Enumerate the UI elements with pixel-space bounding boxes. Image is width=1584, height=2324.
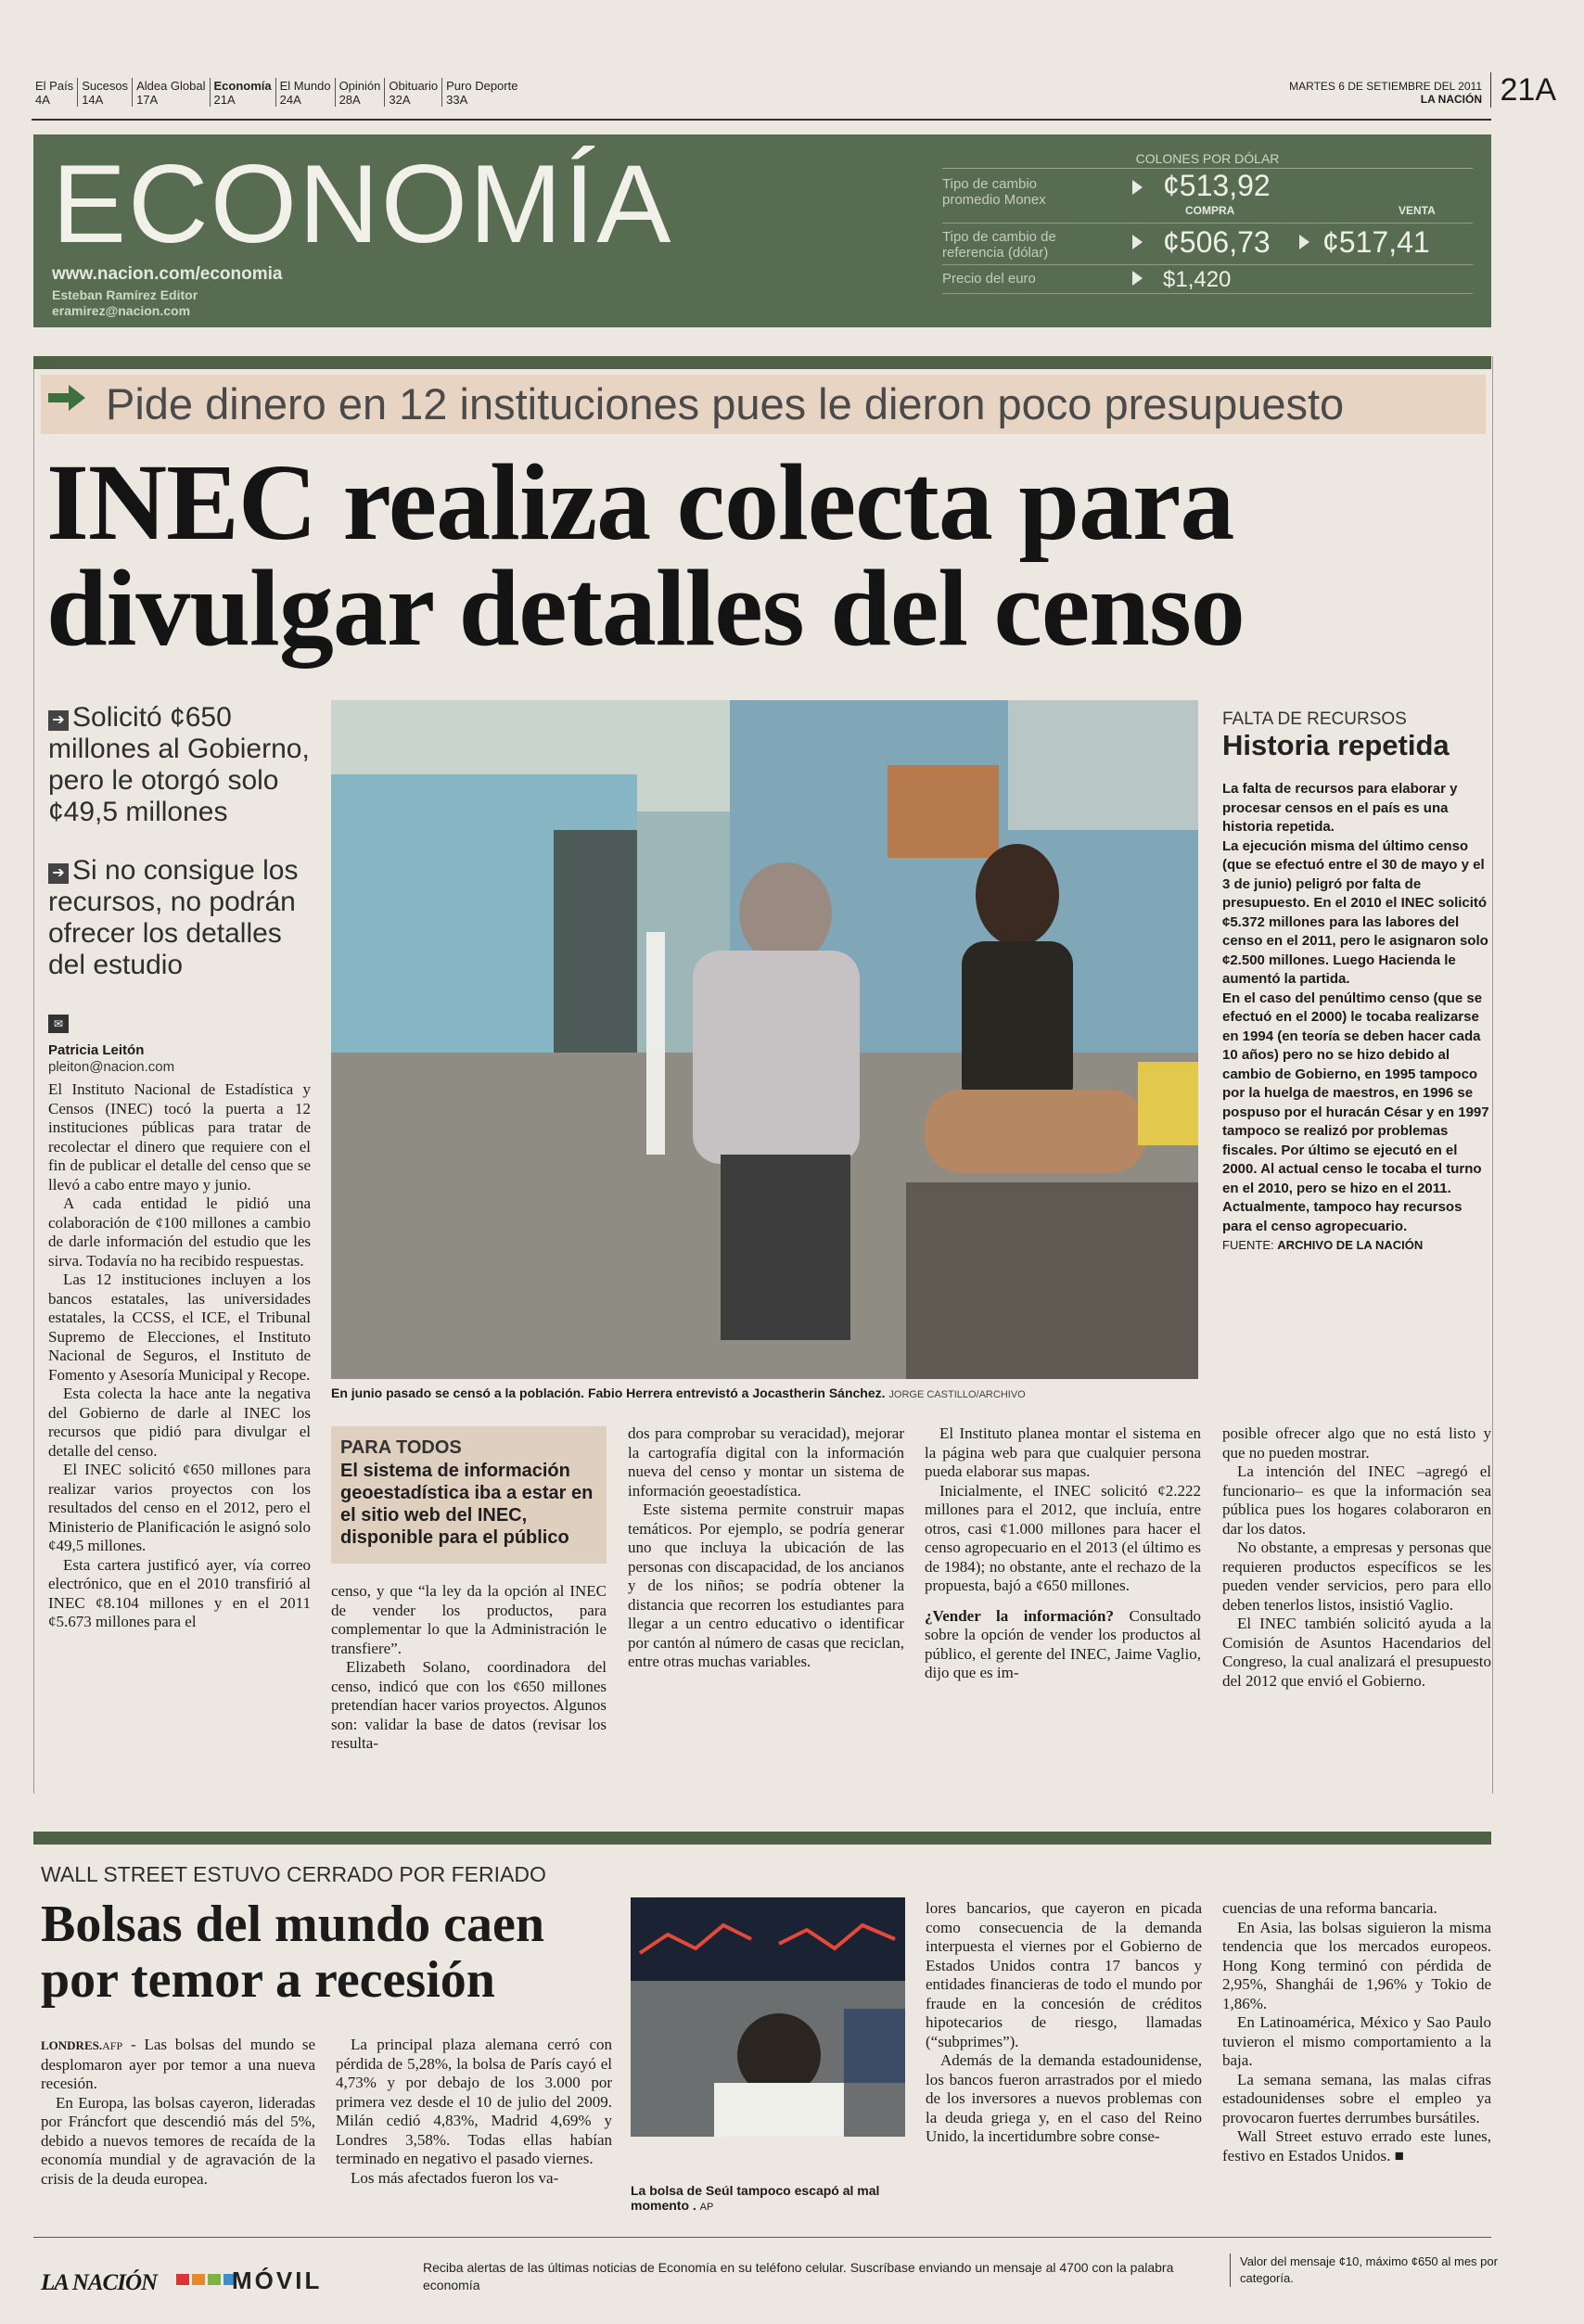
sidebar-title: Historia repetida — [1222, 729, 1450, 761]
section-link-opinion[interactable]: Opinión 28A — [335, 78, 385, 107]
monex-row — [942, 169, 1473, 223]
section-link-puro-deporte[interactable]: Puro Deporte 33A — [441, 78, 521, 107]
sidebar-paragraph: La falta de recursos para elaborar y procesar censos en el país es una historia repetida. — [1222, 781, 1458, 835]
paragraph: censo, y que “la ley da la opción al INEC de vender los productos, para complementar lo que la Administración le transfiere”. — [331, 1582, 607, 1657]
arrow-box-icon: ➔ — [48, 863, 69, 884]
story-column-2 — [331, 1582, 607, 1754]
headline-line-1: INEC realiza colecta para — [46, 441, 1234, 563]
paragraph: El Instituto planea montar el sistema en la página web para que cualquier persona pueda elaborar sus mapas. — [925, 1424, 1201, 1480]
paragraph: cuencias de una reforma bancaria. — [1222, 1899, 1437, 1917]
kicker-text: Pide dinero en 12 instituciones pues le dieron poco presupuesto — [106, 379, 1345, 428]
paragraph: Además de la demanda estadounidense, los bancos fueron arrastrados por el miedo de los inversores a nuevos problemas con la deuda griega y, en el caso del Reino Unido, la incertidumbre sobre conse- — [926, 2051, 1202, 2145]
paragraph: Las 12 instituciones incluyen a los bancos estatales, las universidades estatales, la CCSS, el ICE, el Tribunal Supremo de Elecciones, el Instituto Nacional de Seguros, el Instituto de Fomento y Asesoría Municipal y Recope. — [48, 1271, 311, 1384]
story-column-5 — [1222, 1424, 1491, 1691]
date-text: MARTES 6 DE SETIEMBRE DEL 2011 — [1289, 80, 1482, 93]
section-link-el-pais[interactable]: El País 4A — [35, 79, 74, 107]
seoul-photo-illustration — [631, 1897, 905, 2137]
section-link-economia[interactable]: Economía 21A — [210, 78, 275, 107]
footer-brand: LA NACIÓN — [41, 2270, 158, 2295]
source-label: FUENTE: — [1222, 1238, 1274, 1252]
pull-quote-box — [331, 1426, 607, 1564]
end-mark-icon: ■ — [1394, 2146, 1404, 2164]
paragraph: El Instituto Nacional de Estadística y Censos (INEC) tocó la puerta a 12 instituciones públicas para tratar de recolectar el dinero que requiere con el fin de publicar el detalle del censo que se llevó a cabo entre mayo y junio. — [48, 1080, 311, 1194]
reference-venta: ¢517,41 — [1322, 225, 1430, 259]
agency: AFP — [102, 2039, 123, 2052]
subhead-text: Consultado sobre la opción de vender los productos al público, el gerente del INEC, Jaime Vaglio, dijo que es im- — [925, 1606, 1201, 1681]
editor-info — [52, 287, 198, 319]
paragraph: En Asia, las bolsas siguieron la misma tendencia que los mercados europeos. Hong Kong terminó con pérdida de 2,95%, Shanghái de 1,96% y Tokio de 1,86%. — [1222, 1918, 1491, 2012]
section-link-sucesos[interactable]: Sucesos 14A — [77, 78, 132, 107]
deck-1 — [48, 702, 317, 828]
photo-credit: AP — [699, 2202, 714, 2213]
pull-text: El sistema de información geoestadística iba a estar en el sitio web del INEC, disponible para el público — [340, 1461, 594, 1548]
sidebar-historia — [1222, 700, 1491, 1252]
story-column-3 — [628, 1424, 904, 1672]
euro-label: Precio del euro — [942, 271, 1036, 287]
compra-label: COMPRA — [1185, 204, 1235, 217]
monex-label: Tipo de cambio promedio Monex — [942, 176, 1046, 208]
venta-label: VENTA — [1399, 204, 1436, 217]
section-url[interactable]: www.nacion.com/economia — [52, 264, 283, 284]
dateline: LONDRES. — [41, 2038, 103, 2052]
caption-text: En junio pasado se censó a la población. Fabio Herrera entrevistó a Jocastherin Sánchez. — [331, 1385, 886, 1400]
paragraph: Esta cartera justificó ayer, vía correo electrónico, que en el 2010 transfirió al INEC ¢8.104 millones y en el 2011 ¢5.673 millones para el — [48, 1555, 311, 1630]
euro-value: $1,420 — [1163, 267, 1232, 292]
story-column-4 — [925, 1424, 1201, 1683]
footer-price: Valor del mensaje ¢10, máximo ¢650 al mes por categoría. — [1230, 2254, 1500, 2287]
photo-credit: JORGE CASTILLO/ARCHIVO — [888, 1389, 1026, 1400]
story2-column-4 — [1222, 1899, 1491, 2165]
reference-label: Tipo de cambio de referencia (dólar) — [942, 229, 1056, 261]
lead-text: Las bolsas del mundo se desplomaron ayer por temor a una nueva recesión. — [41, 2036, 315, 2092]
header-rule — [32, 119, 1491, 121]
deck-2 — [48, 855, 317, 981]
story2-headline: Bolsas del mundo caen por temor a recesión — [41, 1896, 544, 2009]
story2-column-3 — [926, 1899, 1202, 2147]
arrow-head-icon — [69, 385, 85, 411]
paragraph: posible ofrecer algo que no está listo y que no pueden mostrar. — [1222, 1424, 1491, 1462]
euro-row — [942, 265, 1473, 294]
page-number: 21A — [1490, 72, 1557, 108]
paragraph: La principal plaza alemana cerró con pérdida de 5,28%, la bolsa de París cayó el 4,73% y por debajo de los 3.000 por primera vez desde el 10 de julio del 2009. Milán cedió 4,83%, Madrid 4,69% y Londres 3,58%. Todas ellas habían terminado en negativo el pasado viernes. — [336, 2036, 612, 2167]
paragraph: Los más afectados fueron los va- — [351, 2168, 559, 2187]
story2-top-bar — [33, 1832, 1491, 1845]
source-text: ARCHIVO DE LA NACIÓN — [1277, 1238, 1424, 1252]
footer-rule — [33, 2237, 1491, 2238]
email-icon: ✉ — [48, 1015, 69, 1033]
movil-label: MÓVIL — [232, 2267, 323, 2294]
story-top-bar — [33, 356, 1491, 369]
headline-line-2: divulgar detalles del censo — [46, 547, 1245, 669]
subhead-paragraph — [925, 1607, 1201, 1683]
author-email[interactable]: pleiton@nacion.com — [48, 1059, 175, 1075]
rates-header: COLONES POR DÓLAR — [942, 151, 1473, 169]
seoul-caption — [631, 2183, 909, 2213]
paragraph: dos para comprobar su veracidad), mejorar la cartografía digital con la información nueva del censo y montar un sistema de información geoestadística. — [628, 1424, 904, 1500]
section-link-obituario[interactable]: Obituario 32A — [384, 78, 441, 107]
arrow-box-icon: ➔ — [48, 710, 69, 731]
paragraph — [1222, 2127, 1491, 2165]
paragraph: Este sistema permite construir mapas temáticos. Por ejemplo, se podría generar uno que incluya la ubicación de las personas con discapacidad, de los ancianos y de los niños; se podría obtener la distancia que recorren los estudiantes para llegar a un centro educativo o identificar por cantón al número de casas que reciclan, entre otras muchas variables. — [628, 1500, 904, 1670]
paragraph: En Latinoamérica, México y Sao Paulo tuvieron el mismo comportamiento a la baja. — [1222, 2013, 1491, 2069]
movil-bars-icon — [176, 2274, 236, 2285]
exchange-rates — [942, 151, 1473, 294]
arrow-right-icon — [1132, 235, 1143, 249]
editor-name: Esteban Ramírez Editor — [52, 287, 198, 302]
story-kicker — [41, 375, 1486, 434]
seoul-photo — [631, 1897, 905, 2137]
sidebar-kicker: FALTA DE RECURSOS — [1222, 709, 1407, 729]
arrow-right-icon — [1299, 235, 1309, 249]
arrow-right-icon — [1132, 180, 1143, 195]
paragraph: La intención del INEC –agregó el funcionario– es que la información sea pública pues los hogares colaboraron en dar los datos. — [1222, 1462, 1491, 1538]
story-column-1 — [48, 1080, 311, 1632]
footer-promo: Reciba alertas de las últimas noticias de Economía en su teléfono celular. Suscríbase enviando un mensaje al 4700 con la palabra economía — [423, 2260, 1174, 2292]
sidebar-paragraph: En el caso del penúltimo censo (que se efectuó en el 2000) le tocaba realizarse en 1994 (en teoría se deben hacer cada 10 años) pero no se hizo debido al cambio de Gobierno, en 1995 tampoco por la huelga de maestros, en 1996 se pospuso por el huracán César y en 1997 tampoco se realizó por problemas fiscales. Por último se ejecutó en el 2000. Al actual censo le tocaba el turno en el 2010, pero se hizo en el 2011. Actualmente, tampoco hay recursos para el censo agropecuario. — [1222, 990, 1489, 1234]
paragraph: El INEC solicitó ¢650 millones para realizar varios proyectos con los resultados del censo en el 2012, pero el Ministerio de Planificación le asignó solo ¢49,5 millones. — [48, 1461, 311, 1554]
section-link-el-mundo[interactable]: El Mundo 24A — [275, 78, 335, 107]
reference-row — [942, 223, 1473, 265]
author-name: Patricia Leitón — [48, 1042, 145, 1058]
section-banner — [33, 134, 1491, 327]
reference-compra: ¢506,73 — [1163, 225, 1271, 259]
subhead: ¿Vender la información? — [925, 1606, 1115, 1625]
paragraph: Esta colecta la hace ante la negativa del Gobierno de darle al INEC los recursos que pidió para divulgar el detalle del censo. — [48, 1385, 311, 1460]
paragraph: A cada entidad le pidió una colaboración de ¢100 millones a cambio de darle información del estudio que les sirva. Todavía no ha recibido respuestas. — [48, 1194, 311, 1270]
paragraph: No obstante, a empresas y personas que requieren productos específicos se les pueden vender servicios, pero para ello deben tenerlos listos, insistió Vaglio. — [1222, 1539, 1491, 1614]
caption-text: La bolsa de Seúl tampoco escapó al mal momento . — [631, 2183, 880, 2213]
story-headline — [46, 441, 1437, 669]
section-nav — [32, 78, 521, 107]
editor-email[interactable]: eramirez@nacion.com — [52, 303, 191, 318]
paragraph: La semana semana, las malas cifras estadounidenses sobre el empleo ya provocaron fuertes derrumbes bursátiles. — [1222, 2070, 1491, 2126]
section-link-aldea-global[interactable]: Aldea Global 17A — [132, 78, 209, 107]
deck-2-text: Si no consigue los recursos, no podrán ofrecer los detalles del estudio — [48, 855, 299, 980]
story2-column-1 — [41, 2036, 315, 2189]
sidebar-body — [1222, 780, 1491, 1236]
paragraph: LONDRES.AFP - Las bolsas del mundo se desplomaron ayer por temor a una nueva recesión. — [41, 2036, 315, 2092]
monex-value: ¢513,92 — [1163, 169, 1271, 202]
pull-kicker: PARA TODOS — [340, 1437, 462, 1458]
paragraph: El INEC también solicitó ayuda a la Comisión de Asuntos Hacendarios del Congreso, la cual analizará el presupuesto del 2012 que envió el Gobierno. — [1222, 1615, 1491, 1690]
deck-1-text: Solicitó ¢650 millones al Gobierno, pero le otorgó solo ¢49,5 millones — [48, 702, 310, 827]
paragraph: En Europa, las bolsas cayeron, lideradas por Fráncfort que descendió más del 5%, debido a nuevos temores de recaída de la economía mundial y de agravación de la crisis de la deuda europea. — [41, 2093, 315, 2188]
paper-name: LA NACIÓN — [1420, 93, 1482, 106]
arrow-right-icon — [1132, 271, 1143, 286]
story2-kicker: WALL STREET ESTUVO CERRADO POR FERIADO — [41, 1862, 546, 1886]
paragraph: lores bancarios, que cayeron en picada como consecuencia de la demanda interpuesta el viernes por el Gobierno de Estados Unidos contra 17 bancos y entidades financieras de todo el mundo por fraude en la concesión de créditos hipotecarios de riesgo, llamadas (“subprimes”). — [926, 1899, 1202, 2050]
census-photo — [331, 700, 1198, 1379]
paragraph: Inicialmente, el INEC solicitó ¢2.222 millones para el 2012, que incluía, entre otros, casi ¢1.000 millones para hacer el censo agropecuario en el 2013 (el último es de 1984); no obstante, ante el rechazo de la propuesta, bajó a ¢650 millones. — [925, 1481, 1201, 1594]
sidebar-paragraph: La ejecución misma del último censo (que se efectuó entre el 30 de mayo y el 3 de junio) peligró por falta de presupuesto. En el 2010 el INEC solicitó ¢5.372 millones para las labores del censo en el 2011, pero le asignaron solo ¢2.500 millones. Luego Hacienda le aumentó la partida. — [1222, 837, 1488, 987]
story2-column-2 — [336, 2036, 612, 2188]
paragraph: Elizabeth Solano, coordinadora del censo, indicó que con los ¢650 millones pretendían hacer varios proyectos. Algunos son: validar la base de datos (revisar los resulta- — [331, 1658, 607, 1752]
census-photo-illustration — [331, 700, 1198, 1379]
closing-text: Wall Street estuvo errado este lunes, festivo en Estados Unidos. — [1222, 2127, 1491, 2164]
issue-date — [1289, 80, 1482, 106]
photo-caption — [331, 1385, 1198, 1400]
sidebar-source — [1222, 1238, 1491, 1252]
section-title: ECONOMÍA — [52, 142, 673, 266]
